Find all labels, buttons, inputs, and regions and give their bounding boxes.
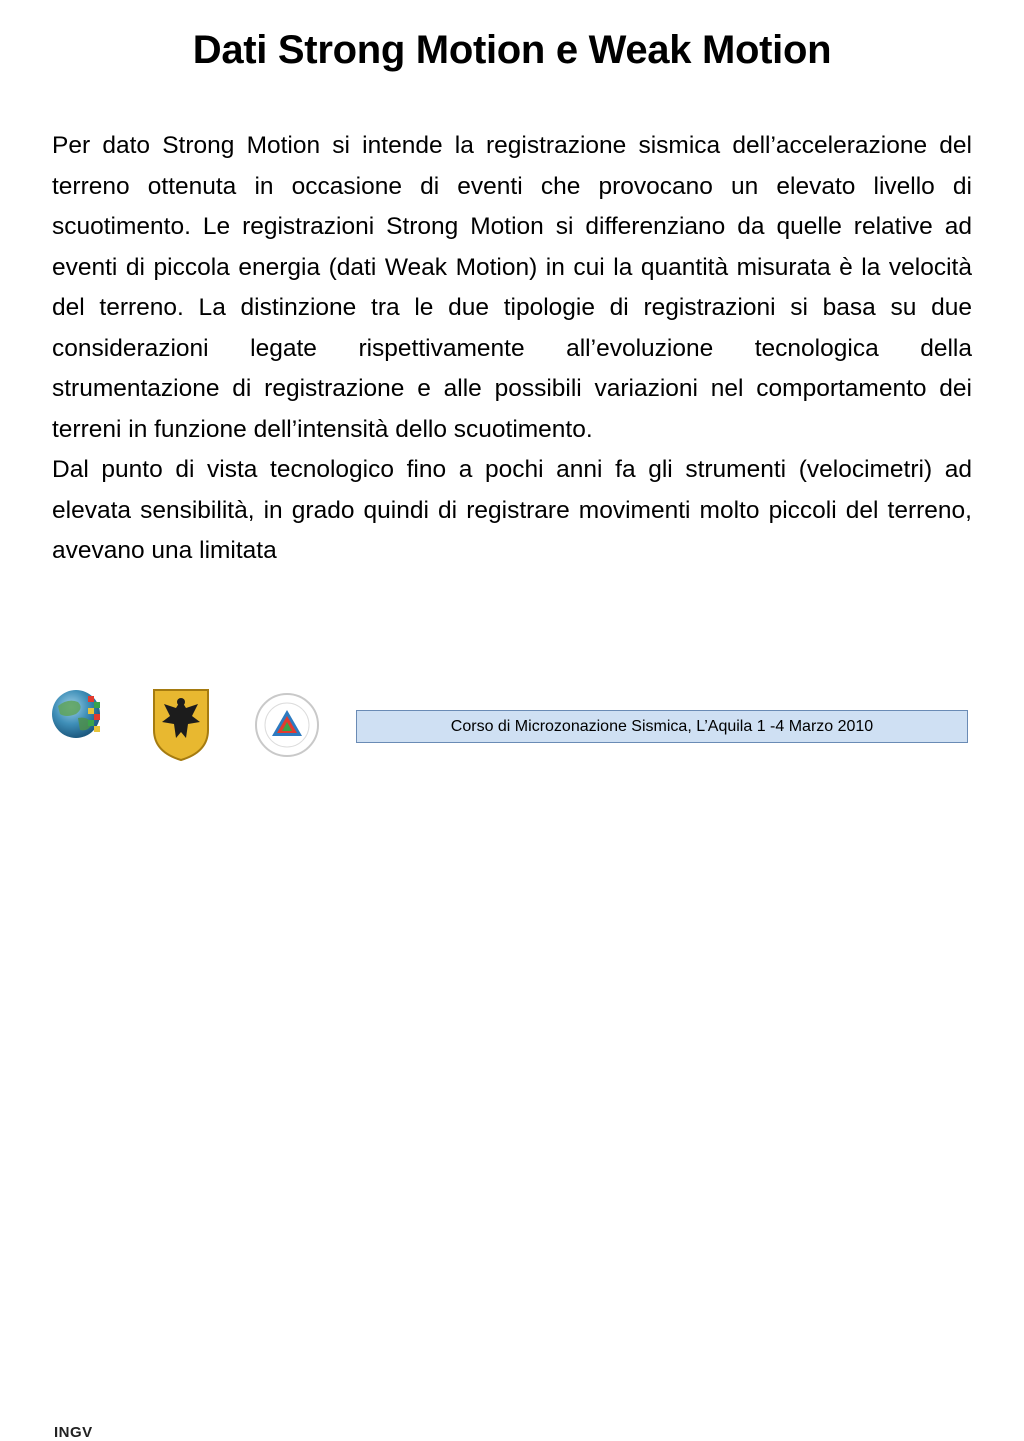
slide-title: Dati Strong Motion e Weak Motion [192, 28, 832, 72]
course-info-box [356, 710, 968, 743]
slide-body [52, 126, 972, 572]
paragraph-2: Dal punto di vista tecnologico fino a pochi anni fa gli strumenti (velocimetri) ad elevata sensibilità, in grado quindi di registrare movimenti molto piccoli del terreno, avevano una limitata [52, 456, 972, 564]
course-info-text: Corso di Microzonazione Sismica, L’Aquila 1 -4 Marzo 2010 [450, 717, 874, 735]
eagle-crest-icon [150, 686, 212, 762]
paragraph-1: Per dato Strong Motion si intende la registrazione sismica dell’accelerazione del terreno ottenuta in occasione di eventi che provocano un elevato livello di scuotimento. Le registrazioni Strong Motion si differenziano da quelle relative ad eventi di piccola energia (dati Weak Motion) in cui la quantità misurata è la velocità del terreno. La distinzione tra le due tipologie di registrazioni si basa su due considerazioni legate rispettivamente all’evoluzione tecnologica della strumentazione di registrazione e alle possibili variazioni nel comportamento dei terreni in funzione dell’intensità dello scuotimento. [52, 132, 972, 443]
protezione-civile-logo-icon [254, 692, 320, 758]
ingv-logo-icon [48, 688, 118, 764]
footer-logos [0, 684, 340, 1441]
ingv-label: INGV [54, 1424, 93, 1441]
